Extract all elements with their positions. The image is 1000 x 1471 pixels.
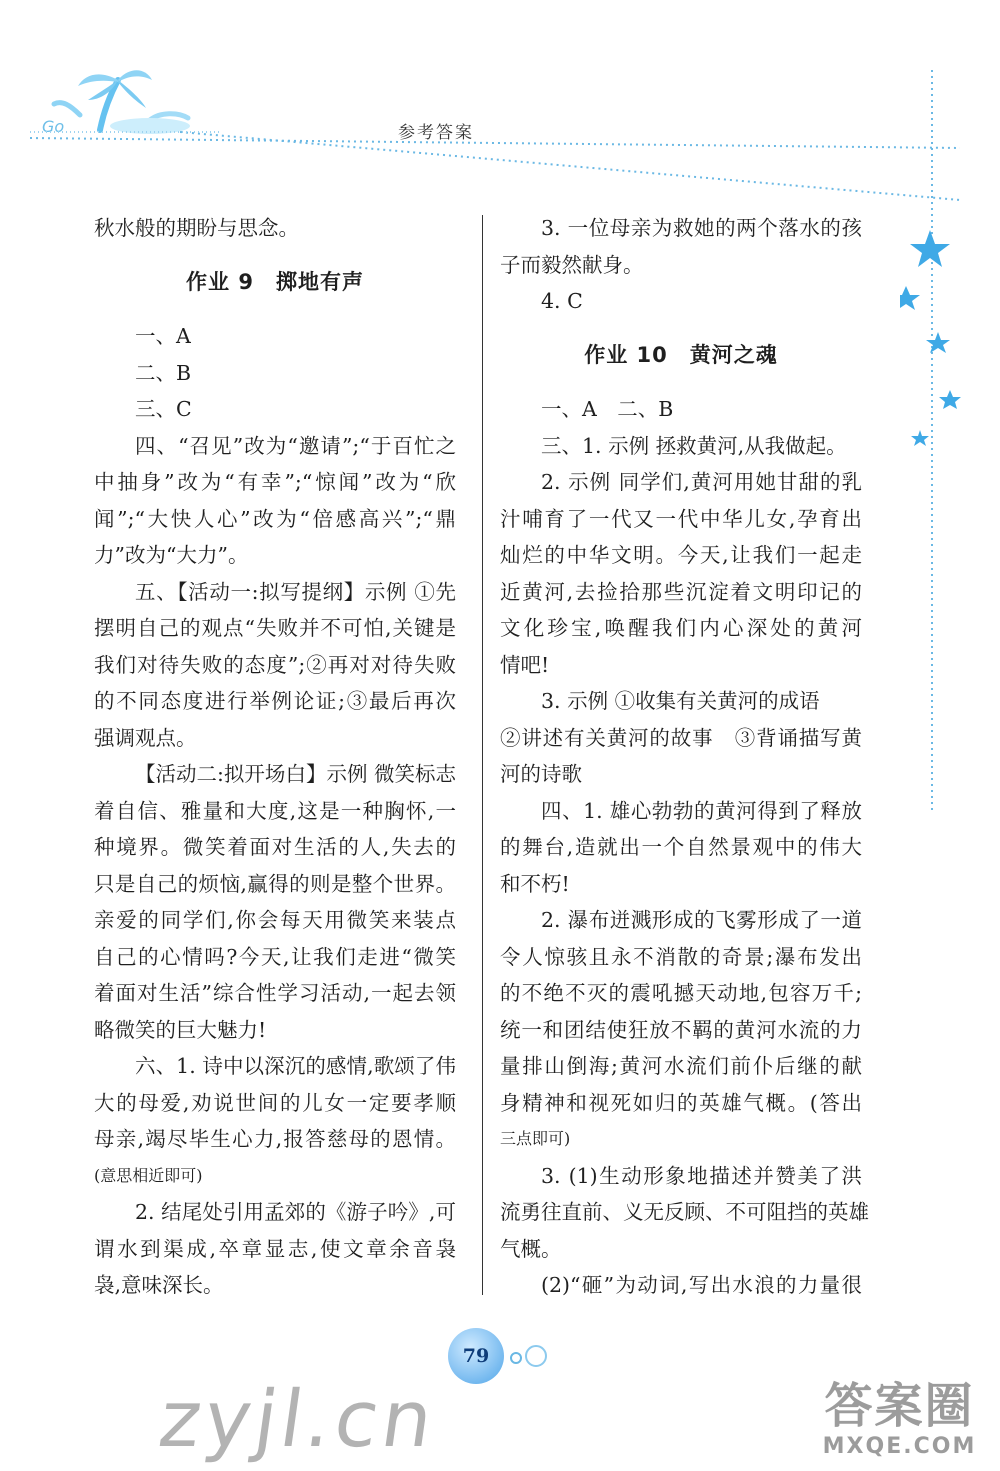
text-line: 4. C bbox=[541, 289, 583, 313]
answer-line: 一、A 二、B bbox=[541, 397, 674, 421]
answer-line: 四、“召见”改为“邀请”;“于百忙之 bbox=[135, 433, 456, 458]
answer-line: 气概。 bbox=[500, 1236, 562, 1261]
header-title: 参考答案 bbox=[398, 123, 474, 143]
answer-line: 谓水到渠成,卒章显志,使文章余音袅 bbox=[94, 1236, 456, 1261]
answer-line: 流勇往直前、义无反顾、不可阻挡的英雄 bbox=[500, 1200, 869, 1224]
text-line: 秋水般的期盼与思念。 bbox=[94, 216, 299, 240]
answer-line: 四、1. 雄心勃勃的黄河得到了释放 bbox=[541, 798, 862, 823]
answer-line: 灿烂的中华文明。今天,让我们一起走 bbox=[500, 543, 862, 567]
answer-line: 3. (1)生动形象地描述并赞美了洪 bbox=[541, 1163, 862, 1188]
text-line: 3. 一位母亲为救她的两个落水的孩 bbox=[541, 216, 862, 240]
answer-line: 二、B bbox=[135, 360, 192, 385]
bubble-icon bbox=[504, 1340, 574, 1376]
answer-line: 力”改为“大力”。 bbox=[94, 543, 249, 567]
answer-line: 大的母爱,劝说世间的儿女一定要孝顺 bbox=[94, 1090, 456, 1115]
answer-line: 情吧! bbox=[500, 652, 550, 677]
section-title: 作业 10 黄河之魂 bbox=[584, 342, 778, 367]
answer-line: 【活动二:拟开场白】示例 微笑标志 bbox=[135, 762, 456, 786]
answer-line: 着面对生活”综合性学习活动,一起去领 bbox=[94, 981, 456, 1005]
star-icon bbox=[911, 430, 929, 446]
answer-line: 三、1. 示例 拯救黄河,从我做起。 bbox=[541, 433, 847, 458]
answer-line: 汁哺育了一代又一代中华儿女,孕育出 bbox=[500, 506, 862, 531]
page-number: 79 bbox=[448, 1328, 504, 1384]
answer-line: 身精神和视死如归的英雄气概。(答出 bbox=[500, 1090, 862, 1115]
answer-line: 令人惊骇且永不消散的奇景;瀑布发出 bbox=[500, 944, 862, 969]
answer-line: 略微笑的巨大魅力! bbox=[94, 1017, 267, 1042]
right-column bbox=[500, 210, 869, 1304]
star-icon bbox=[939, 390, 961, 409]
watermark-zyjl: zyjl.cn bbox=[153, 1375, 442, 1465]
answer-line: 摆明自己的观点“失败并不可怕,关键是 bbox=[94, 616, 456, 640]
left-column bbox=[94, 210, 456, 1304]
answer-line: 我们对待失败的态度”;②再对对待失败 bbox=[94, 652, 456, 677]
answer-line: 的不同态度进行举例论证;③最后再次 bbox=[94, 689, 456, 713]
answer-line: 三点即可) bbox=[500, 1129, 571, 1148]
answer-line: 五、【活动一:拟写提纲】示例 ①先 bbox=[135, 579, 456, 604]
answer-line: 文化珍宝,唤醒我们内心深处的黄河 bbox=[500, 616, 862, 640]
answer-line: 六、1. 诗中以深沉的感情,歌颂了伟 bbox=[135, 1054, 456, 1078]
answer-line: 近黄河,去捡拾那些沉淀着文明印记的 bbox=[500, 579, 862, 604]
column-divider bbox=[482, 215, 483, 1295]
answer-line: 的不绝不灭的震吼撼天动地,包容万千; bbox=[500, 981, 862, 1005]
answer-line: 只是自己的烦恼,赢得的则是整个世界。 bbox=[94, 871, 456, 896]
star-icon bbox=[910, 230, 950, 267]
svg-text:Go: Go bbox=[42, 117, 65, 136]
answer-line: 量排山倒海;黄河水流们前仆后继的献 bbox=[500, 1054, 862, 1078]
answer-line: 2. 示例 同学们,黄河用她甘甜的乳 bbox=[541, 470, 862, 494]
answer-line: 一、A bbox=[135, 324, 191, 348]
answer-line: 的舞台,造就出一个自然景观中的伟大 bbox=[500, 835, 862, 859]
answer-line: 自己的心情吗?今天,让我们走进“微笑 bbox=[94, 944, 456, 969]
answer-line: 强调观点。 bbox=[94, 725, 197, 750]
side-decoration bbox=[900, 60, 1000, 820]
header-decoration bbox=[0, 60, 1000, 210]
answer-line: 和不朽! bbox=[500, 871, 570, 896]
answer-line: 闻”;“大快人心”改为“倍感高兴”;“鼎 bbox=[94, 506, 456, 531]
answer-line: 亲爱的同学们,你会每天用微笑来装点 bbox=[94, 908, 456, 932]
answer-line: 2. 结尾处引用孟郊的《游子吟》,可 bbox=[135, 1200, 456, 1224]
answer-line: 三、C bbox=[135, 397, 192, 421]
text-line: 子而毅然献身。 bbox=[500, 252, 644, 277]
answer-line: 3. 示例 ①收集有关黄河的成语 bbox=[541, 689, 820, 713]
answer-line: 2. 瀑布迸溅形成的飞雾形成了一道 bbox=[541, 908, 862, 932]
answer-line: 中抽身”改为“有幸”;“惊闻”改为“欣 bbox=[94, 470, 456, 494]
answer-line: (意思相近即可) bbox=[94, 1165, 203, 1185]
answer-line: 母亲,竭尽毕生心力,报答慈母的恩情。 bbox=[94, 1127, 456, 1151]
answer-line: (2)“砸”为动词,写出水浪的力量很 bbox=[541, 1273, 862, 1297]
page-number-badge bbox=[448, 1328, 578, 1388]
answer-line: 统一和团结使狂放不羁的黄河水流的力 bbox=[500, 1017, 862, 1042]
answer-line: ②讲述有关黄河的故事 ③背诵描写黄 bbox=[500, 725, 862, 750]
watermark-mxqe: 答案圈 MXQE.COM bbox=[822, 1378, 977, 1459]
answer-line: 袅,意味深长。 bbox=[94, 1273, 224, 1297]
palm-tree-icon bbox=[42, 70, 190, 136]
answer-line: 种境界。微笑着面对生活的人,失去的 bbox=[94, 835, 456, 859]
section-title: 作业 9 掷地有声 bbox=[186, 269, 364, 294]
star-icon bbox=[926, 332, 950, 353]
answer-line: 河的诗歌 bbox=[500, 762, 582, 786]
answer-line: 着自信、雅量和大度,这是一种胸怀,一 bbox=[94, 798, 456, 823]
star-icon bbox=[900, 286, 920, 310]
